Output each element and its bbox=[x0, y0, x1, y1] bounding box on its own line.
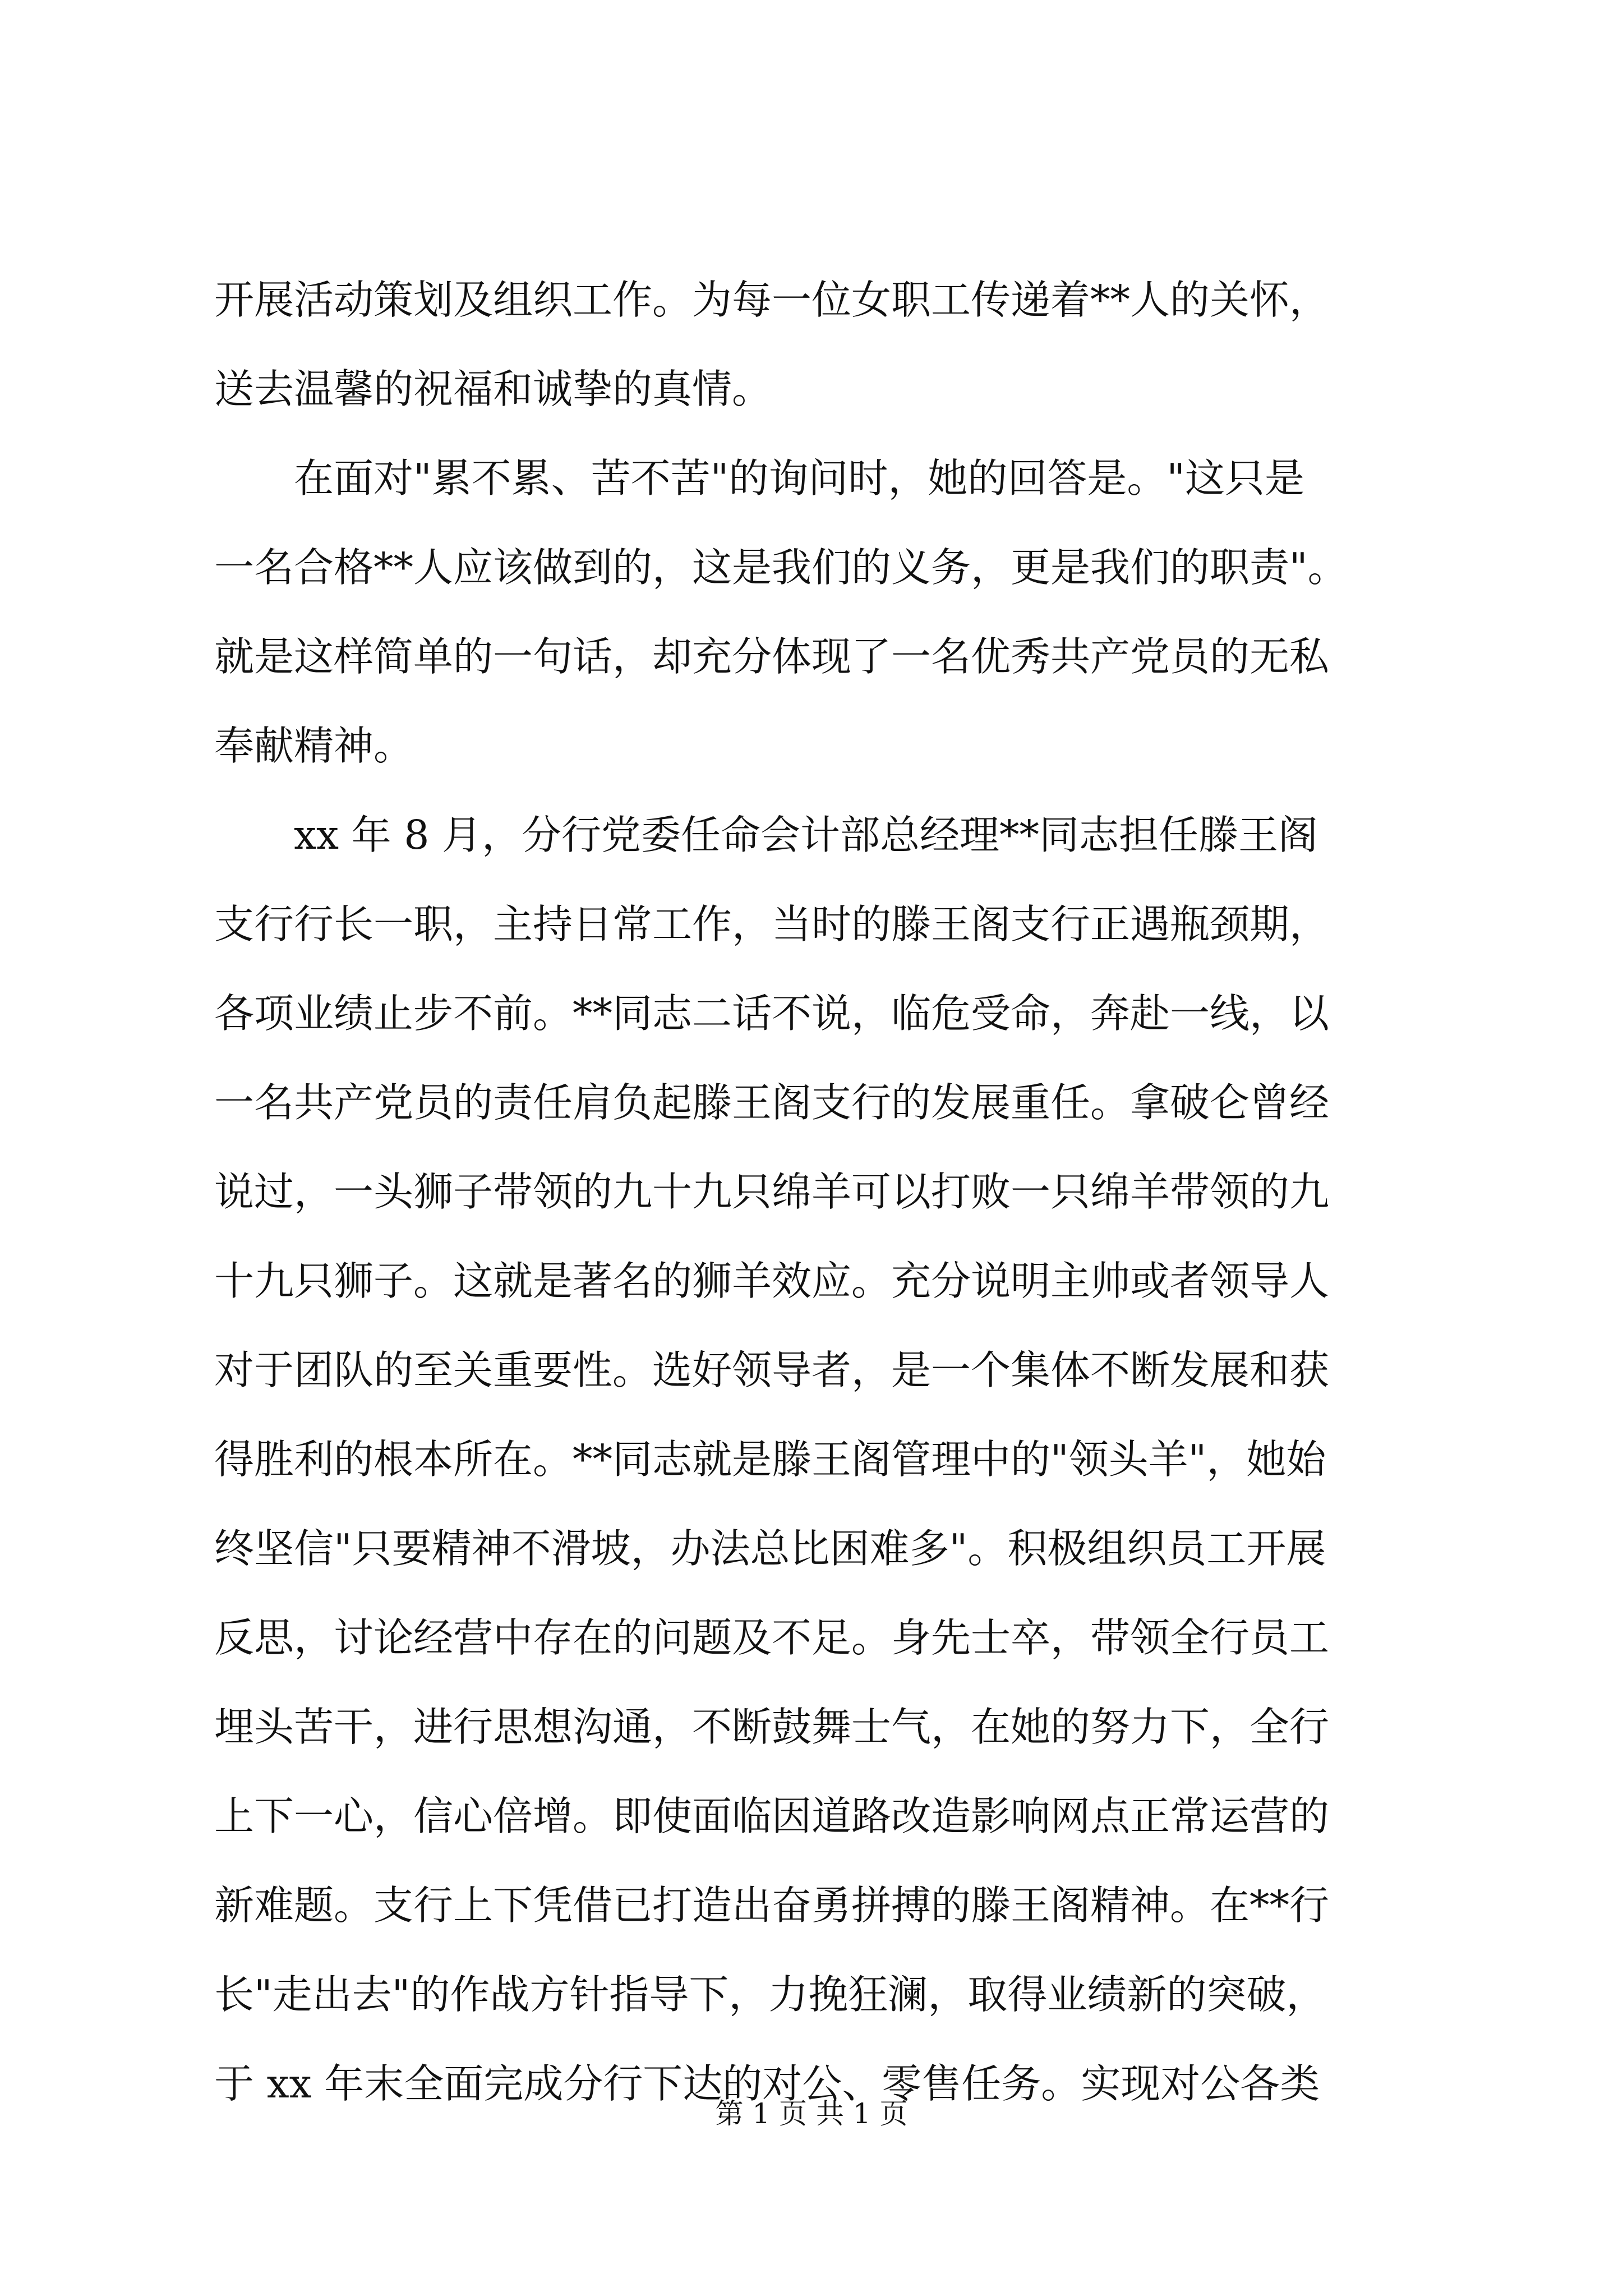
text-line: 一名合格**人应该做到的，这是我们的义务，更是我们的职责"。 bbox=[214, 544, 1348, 591]
text-line: 对于团队的至关重要性。选好领导者，是一个集体不断发展和获 bbox=[214, 1347, 1330, 1393]
text-line: 埋头苦干，进行思想沟通，不断鼓舞士气，在她的努力下，全行 bbox=[214, 1704, 1330, 1750]
text-line: 奉献精神。 bbox=[214, 723, 414, 769]
text-line: 新难题。支行上下凭借已打造出奋勇拼搏的滕王阁精神。在**行 bbox=[214, 1882, 1330, 1929]
text-line: 得胜利的根本所在。**同志就是滕王阁管理中的"领头羊"，她始 bbox=[214, 1436, 1326, 1483]
text-line: 终坚信"只要精神不滑坡，办法总比困难多"。积极组织员工开展 bbox=[214, 1525, 1326, 1572]
text-line: 在面对"累不累、苦不苦"的询问时，她的回答是。"这只是 bbox=[214, 455, 1304, 501]
text-line: 反思，讨论经营中存在的问题及不足。身先士卒，带领全行员工 bbox=[214, 1614, 1330, 1661]
text-line: 开展活动策划及组织工作。为每一位女职工传递着**人的关怀， bbox=[214, 277, 1330, 323]
text-line: 就是这样简单的一句话，却充分体现了一名优秀共产党员的无私 bbox=[214, 633, 1330, 680]
text-line: 说过，一头狮子带领的九十九只绵羊可以打败一只绵羊带领的九 bbox=[214, 1168, 1330, 1215]
text-line: 上下一心，信心倍增。即使面临因道路改造影响网点正常运营的 bbox=[214, 1793, 1330, 1839]
text-line: 送去温馨的祝福和诚挚的真情。 bbox=[214, 366, 772, 412]
text-line: 十九只狮子。这就是著名的狮羊效应。充分说明主帅或者领导人 bbox=[214, 1258, 1330, 1304]
page-number-label: 第 1 页 共 1 页 bbox=[715, 2097, 908, 2130]
text-line: 于 xx 年末全面完成分行下达的对公、零售任务。实现对公各类 bbox=[214, 2060, 1320, 2107]
text-line: 支行行长一职，主持日常工作，当时的滕王阁支行正遇瓶颈期， bbox=[214, 901, 1330, 947]
text-line: 各项业绩止步不前。**同志二话不说，临危受命，奔赴一线，以 bbox=[214, 990, 1330, 1037]
text-line: xx 年 8 月，分行党委任命会计部总经理**同志担任滕王阁 bbox=[214, 812, 1318, 858]
page-footer bbox=[0, 2097, 1623, 2131]
text-line: 一名共产党员的责任肩负起滕王阁支行的发展重任。拿破仑曾经 bbox=[214, 1079, 1330, 1126]
document-body bbox=[214, 255, 1414, 2128]
text-line: 长"走出去"的作战方针指导下，力挽狂澜，取得业绩新的突破， bbox=[214, 1971, 1326, 2018]
